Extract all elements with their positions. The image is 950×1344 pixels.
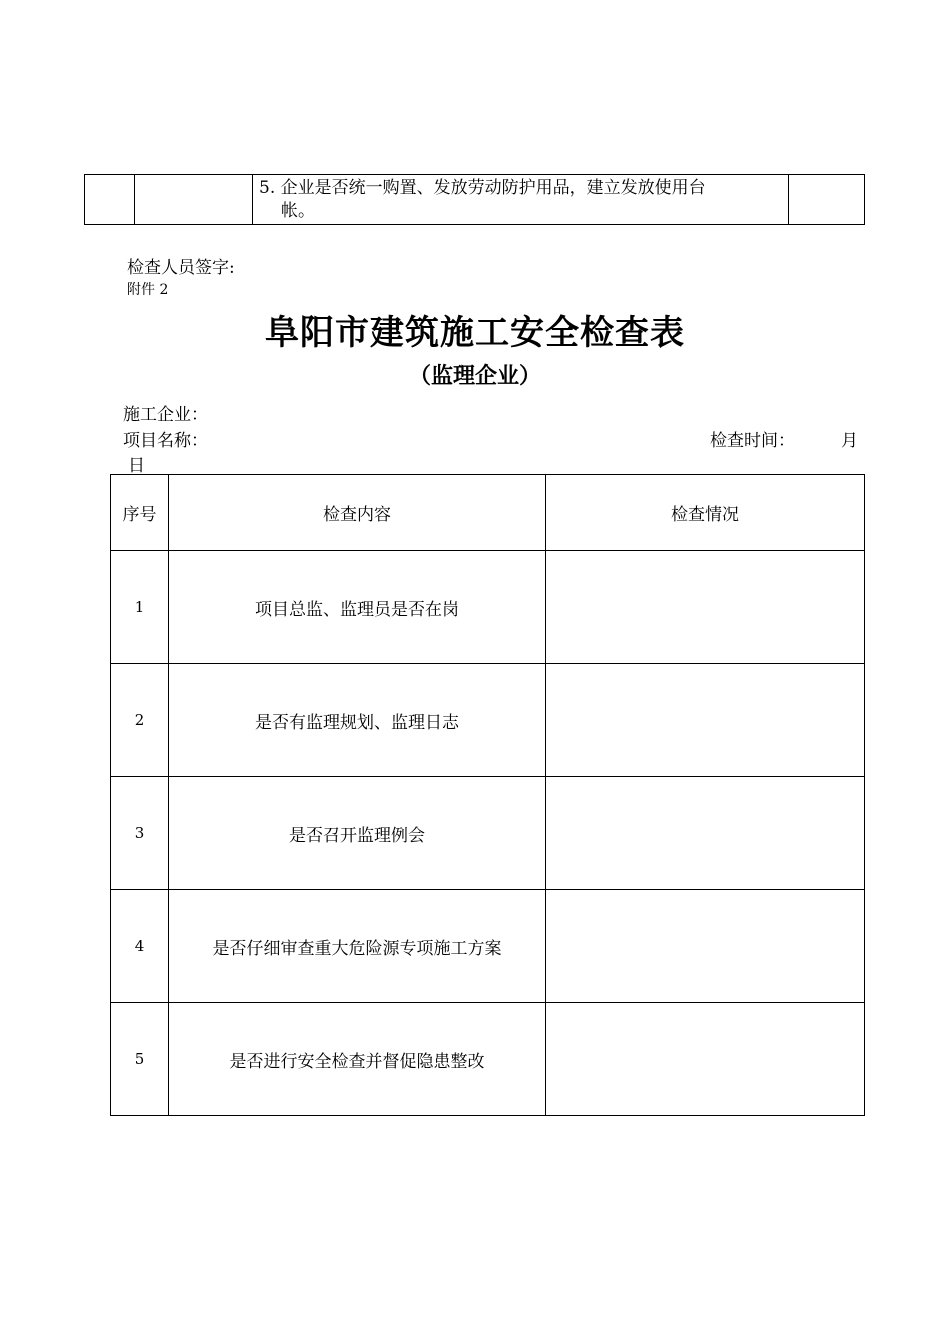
table-header-row bbox=[111, 475, 865, 551]
day-unit: 日 bbox=[128, 456, 145, 476]
row-number: 2 bbox=[111, 664, 169, 777]
page-subtitle: （监理企业） bbox=[408, 364, 541, 389]
company-label: 施工企业： bbox=[123, 405, 208, 425]
row-status bbox=[546, 664, 865, 777]
table-cell bbox=[85, 175, 135, 225]
header-content: 检查内容 bbox=[169, 475, 546, 551]
page-title: 阜阳市建筑施工安全检查表 bbox=[265, 313, 685, 353]
table-row bbox=[111, 664, 865, 777]
table-cell bbox=[789, 175, 865, 225]
table-row bbox=[111, 1003, 865, 1116]
project-name-label: 项目名称： bbox=[123, 431, 208, 451]
header-number: 序号 bbox=[111, 475, 169, 551]
month-unit: 月 bbox=[841, 431, 858, 451]
table-row bbox=[111, 890, 865, 1003]
row-number: 4 bbox=[111, 890, 169, 1003]
row-status bbox=[546, 1003, 865, 1116]
row-status bbox=[546, 551, 865, 664]
row-number: 5 bbox=[111, 1003, 169, 1116]
row-number: 1 bbox=[111, 551, 169, 664]
inspection-table bbox=[110, 474, 865, 1116]
check-time-label: 检查时间： bbox=[710, 431, 795, 451]
signature-label: 检查人员签字: bbox=[127, 258, 235, 278]
previous-section-table bbox=[84, 174, 865, 225]
attachment-label: 附件 2 bbox=[127, 282, 169, 298]
row-content: 是否有监理规划、监理日志 bbox=[169, 664, 546, 777]
table-cell bbox=[135, 175, 253, 225]
row-status bbox=[546, 890, 865, 1003]
item-5-line-2: 帐。 bbox=[281, 201, 315, 221]
table-row bbox=[111, 777, 865, 890]
row-content: 是否进行安全检查并督促隐患整改 bbox=[169, 1003, 546, 1116]
row-number: 3 bbox=[111, 777, 169, 890]
item-5-line-1: 5. 企业是否统一购置、发放劳动防护用品，建立发放使用台 bbox=[259, 178, 706, 198]
item-5-cell bbox=[253, 175, 789, 225]
row-content: 是否召开监理例会 bbox=[169, 777, 546, 890]
row-content: 项目总监、监理员是否在岗 bbox=[169, 551, 546, 664]
header-status: 检查情况 bbox=[546, 475, 865, 551]
table-row bbox=[111, 551, 865, 664]
table-row bbox=[85, 175, 865, 225]
row-status bbox=[546, 777, 865, 890]
row-content: 是否仔细审查重大危险源专项施工方案 bbox=[169, 890, 546, 1003]
